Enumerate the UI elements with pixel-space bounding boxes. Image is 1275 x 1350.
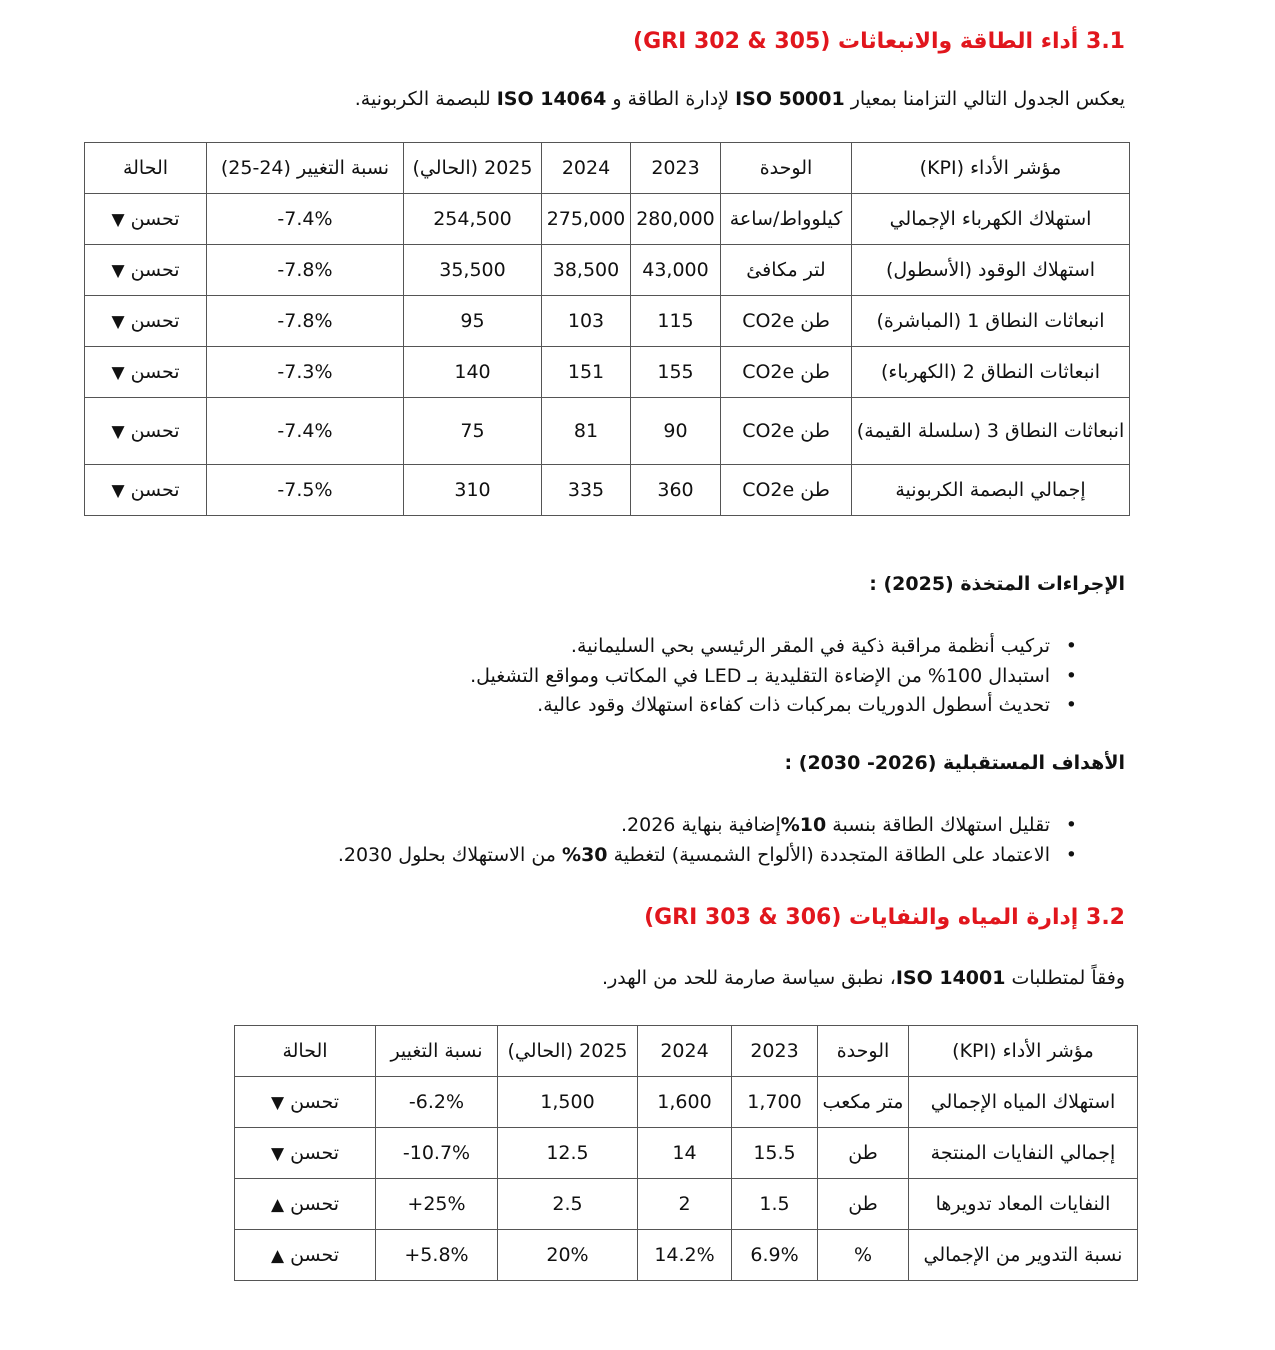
table-body [235,1077,1138,1281]
value-2024-cell: 103 [542,296,631,347]
value-2025-cell: 75 [404,398,542,465]
kpi-cell: انبعاثات النطاق 1 (المباشرة) [852,296,1130,347]
iso-14064-label: ISO 14064 [496,88,607,110]
value-2025-cell: 254,500 [404,194,542,245]
status-cell [235,1230,376,1281]
value-2023-cell: 90 [631,398,721,465]
table-body [85,194,1130,516]
header-2023: 2023 [732,1026,818,1077]
kpi-cell: إجمالي النفايات المنتجة [909,1128,1138,1179]
change-cell: -7.5% [207,465,404,516]
intro-text-2: ، نطبق سياسة صارمة للحد من الهدر. [602,967,896,989]
kpi-cell: استهلاك الوقود (الأسطول) [852,245,1130,296]
change-cell: -7.4% [207,194,404,245]
status-text: تحسن [290,1193,340,1215]
table-row [235,1179,1138,1230]
value-2025-cell: 20% [498,1230,638,1281]
header-kpi: مؤشر الأداء (KPI) [852,143,1130,194]
table-header-row [235,1026,1138,1077]
status-cell [85,245,207,296]
status-cell [235,1077,376,1128]
status-text: تحسن [290,1091,340,1113]
actions-list [470,632,1125,721]
status-cell [85,347,207,398]
kpi-cell: النفايات المعاد تدويرها [909,1179,1138,1230]
value-2024-cell: 151 [542,347,631,398]
status-text: تحسن [290,1142,340,1164]
header-status: الحالة [85,143,207,194]
value-2024-cell: 335 [542,465,631,516]
status-text: تحسن [290,1244,340,1266]
header-change: نسبة التغيير [376,1026,498,1077]
status-arrow-icon: ▲ [270,1246,285,1266]
intro-text-1: يعكس الجدول التالي التزامنا بمعيار [844,88,1125,110]
change-cell: +5.8% [376,1230,498,1281]
table-row [235,1077,1138,1128]
kpi-cell: انبعاثات النطاق 2 (الكهرباء) [852,347,1130,398]
kpi-cell: استهلاك الكهرباء الإجمالي [852,194,1130,245]
unit-cell: لتر مكافئ [721,245,852,296]
goal-item [338,811,1125,841]
table-row [85,398,1130,465]
status-arrow-icon: ▼ [111,210,125,230]
kpi-cell: استهلاك المياه الإجمالي [909,1077,1138,1128]
header-unit: الوحدة [721,143,852,194]
header-2024: 2024 [638,1026,732,1077]
unit-cell: طن [818,1179,909,1230]
unit-cell: طن CO2e [721,347,852,398]
kpi-cell: انبعاثات النطاق 3 (سلسلة القيمة) [852,398,1130,465]
value-2025-cell: 95 [404,296,542,347]
status-text: تحسن [130,310,180,332]
status-text: تحسن [130,479,180,501]
unit-cell: طن CO2e [721,465,852,516]
status-cell [85,194,207,245]
header-kpi: مؤشر الأداء (KPI) [909,1026,1138,1077]
table-row [235,1128,1138,1179]
header-2025: 2025 (الحالي) [498,1026,638,1077]
section-3-2-intro [602,967,1125,989]
intro-text-1: وفقاً لمتطلبات [1005,967,1125,989]
status-cell [85,465,207,516]
intro-text-2: لإدارة الطاقة و [606,88,736,110]
change-cell: -10.7% [376,1128,498,1179]
status-arrow-icon: ▼ [270,1144,285,1164]
section-3-1-title: 3.1 أداء الطاقة والانبعاثات (GRI 302 & 305) [633,29,1125,54]
table-row [85,245,1130,296]
status-text: تحسن [130,361,180,383]
table-row [235,1230,1138,1281]
goals-title: الأهداف المستقبلية (2026- 2030) : [784,752,1125,774]
status-cell [235,1128,376,1179]
iso-50001-label: ISO 50001 [735,88,845,110]
status-arrow-icon: ▲ [270,1195,285,1215]
intro-text-3: للبصمة الكربونية. [354,88,497,110]
goal-text: الاعتماد على الطاقة المتجددة (الألواح الشمسية) لتغطية [607,843,1050,866]
status-text: تحسن [130,420,180,442]
status-text: تحسن [130,208,180,230]
value-2024-cell: 38,500 [542,245,631,296]
value-2024-cell: 1,600 [638,1077,732,1128]
status-arrow-icon: ▼ [111,363,125,383]
water-waste-table [234,1025,1138,1281]
header-change: نسبة التغيير (24-25) [207,143,404,194]
header-unit: الوحدة [818,1026,909,1077]
value-2023-cell: 155 [631,347,721,398]
status-arrow-icon: ▼ [270,1093,285,1113]
value-2025-cell: 12.5 [498,1128,638,1179]
action-item: • تحديث أسطول الدوريات بمركبات ذات كفاءة استهلاك وقود عالية. [470,691,1125,721]
status-cell [85,296,207,347]
unit-cell: طن [818,1128,909,1179]
status-arrow-icon: ▼ [111,422,125,442]
goal-item [338,841,1125,871]
table-row [85,296,1130,347]
goal-text: تقليل استهلاك الطاقة بنسبة [826,814,1050,836]
table-row [85,465,1130,516]
unit-cell: % [818,1230,909,1281]
value-2023-cell: 115 [631,296,721,347]
value-2025-cell: 2.5 [498,1179,638,1230]
value-2023-cell: 360 [631,465,721,516]
value-2024-cell: 275,000 [542,194,631,245]
change-cell: -7.3% [207,347,404,398]
goal-percent: 10% [780,814,827,836]
change-cell: -6.2% [376,1077,498,1128]
value-2023-cell: 1.5 [732,1179,818,1230]
table-header-row [85,143,1130,194]
value-2025-cell: 1,500 [498,1077,638,1128]
kpi-cell: نسبة التدوير من الإجمالي [909,1230,1138,1281]
value-2023-cell: 6.9% [732,1230,818,1281]
value-2025-cell: 310 [404,465,542,516]
value-2023-cell: 15.5 [732,1128,818,1179]
unit-cell: متر مكعب [818,1077,909,1128]
value-2024-cell: 14 [638,1128,732,1179]
header-2023: 2023 [631,143,721,194]
status-arrow-icon: ▼ [111,261,125,281]
unit-cell: كيلوواط/ساعة [721,194,852,245]
iso-14001-label: ISO 14001 [895,967,1006,989]
section-3-1-intro [355,88,1125,110]
status-cell [235,1179,376,1230]
kpi-cell: إجمالي البصمة الكربونية [852,465,1130,516]
table-row [85,347,1130,398]
table-row [85,194,1130,245]
change-cell: -7.8% [207,296,404,347]
goals-list [338,811,1125,870]
change-cell: -7.8% [207,245,404,296]
value-2024-cell: 2 [638,1179,732,1230]
status-arrow-icon: ▼ [111,312,125,332]
header-2025: 2025 (الحالي) [404,143,542,194]
action-item: • تركيب أنظمة مراقبة ذكية في المقر الرئيسي بحي السليمانية. [470,632,1125,662]
section-3-2-title: 3.2 إدارة المياه والنفايات (GRI 303 & 306) [644,905,1125,930]
status-cell [85,398,207,465]
goal-text: إضافية بنهاية 2026. [621,814,781,836]
value-2024-cell: 14.2% [638,1230,732,1281]
header-2024: 2024 [542,143,631,194]
energy-emissions-table [84,142,1130,516]
change-cell: +25% [376,1179,498,1230]
header-status: الحالة [235,1026,376,1077]
value-2023-cell: 1,700 [732,1077,818,1128]
goal-percent: 30% [562,843,608,866]
status-arrow-icon: ▼ [111,481,125,501]
action-item: • استبدال 100% من الإضاءة التقليدية بـ LED في المكاتب ومواقع التشغيل. [470,662,1125,692]
change-cell: -7.4% [207,398,404,465]
status-text: تحسن [130,259,180,281]
value-2025-cell: 140 [404,347,542,398]
unit-cell: طن CO2e [721,398,852,465]
value-2023-cell: 280,000 [631,194,721,245]
value-2024-cell: 81 [542,398,631,465]
actions-title: الإجراءات المتخذة (2025) : [869,573,1125,595]
value-2025-cell: 35,500 [404,245,542,296]
goal-text: من الاستهلاك بحلول 2030. [337,843,563,866]
value-2023-cell: 43,000 [631,245,721,296]
unit-cell: طن CO2e [721,296,852,347]
